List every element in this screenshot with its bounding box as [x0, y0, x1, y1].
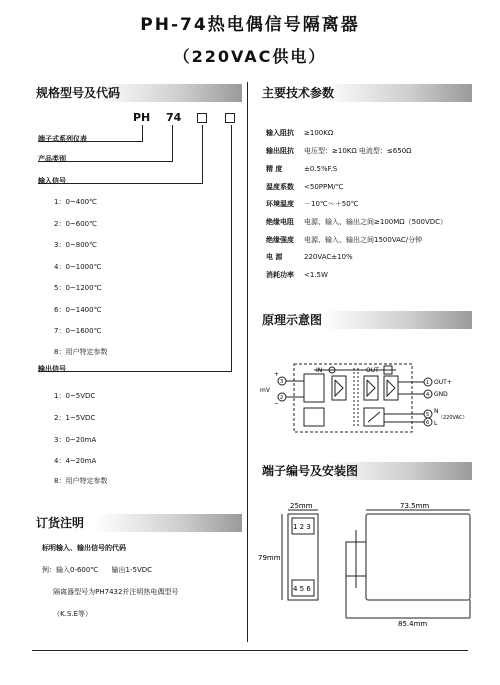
section-order: 订货注明 — [32, 514, 242, 532]
section-model: 规格型号及代码 — [32, 84, 242, 102]
output-option: 3：0~20mA — [54, 436, 97, 444]
input-option: 3：0~800℃ — [54, 241, 97, 249]
spec-row: 输入阻抗 ≥100KΩ — [266, 129, 334, 137]
model-code: 74 — [166, 111, 182, 124]
page-title: PH-74热电偶信号隔离器 — [140, 15, 360, 35]
diagram-out-plus: OUT+ — [434, 379, 452, 386]
output-option: 8：用户特定参数 — [54, 477, 108, 485]
bracket-prefix — [142, 125, 143, 141]
section-specs: 主要技术参数 — [258, 84, 472, 102]
output-option: 1：0~5VDC — [54, 392, 96, 400]
terminal-bottom-numbers: 4 5 6 — [293, 585, 311, 593]
diagram-t6: 6 — [426, 420, 430, 426]
input-option: 4：0~1000℃ — [54, 263, 102, 271]
input-option: 5：0~1200℃ — [54, 284, 102, 292]
input-option: 6：0~1400℃ — [54, 306, 102, 314]
output-option: 2：1~5VDC — [54, 414, 96, 422]
terminal-top-numbers: 1 2 3 — [293, 523, 311, 531]
label-category: 产品类别 — [38, 155, 66, 163]
spec-row: 环境温度 －10℃～＋50℃ — [266, 200, 359, 208]
order-line: 隔离器型号为PH7432并注明热电偶型号 — [42, 588, 179, 596]
dim-79mm: 79mm — [258, 554, 281, 562]
diagram-t3: 3 — [280, 379, 284, 385]
diagram-vac: （220VAC） — [438, 415, 468, 421]
spec-row: 温度系数 <50PPM/℃ — [266, 183, 344, 191]
bracket-input — [202, 125, 203, 183]
order-line: （K.S.E等） — [42, 610, 93, 618]
input-option: 2：0~600℃ — [54, 220, 97, 228]
diagram-out: OUT — [366, 367, 379, 374]
spec-row: 精 度 ±0.5%F.S — [266, 165, 338, 173]
model-input-box — [197, 113, 207, 123]
diagram-l: L — [434, 420, 438, 427]
spec-row: 绝缘强度 电源、输入、输出之间1500VAC/分钟 — [266, 236, 423, 244]
bracket-output-h — [38, 371, 232, 372]
section-principle: 原理示意图 — [258, 311, 472, 329]
principle-diagram — [258, 360, 478, 435]
page-subtitle: （220VAC供电） — [173, 47, 327, 66]
footer-rule — [32, 650, 468, 651]
diagram-t2: 2 — [280, 395, 284, 401]
spec-row: 消耗功率 <1.5W — [266, 271, 328, 279]
bracket-output — [231, 125, 232, 371]
column-divider — [247, 82, 248, 642]
label-output: 输出信号 — [38, 365, 66, 373]
diagram-t1: 1 — [426, 380, 430, 386]
diagram-t4: 4 — [426, 392, 430, 398]
diagram-n: N — [434, 408, 439, 415]
label-input: 输入信号 — [38, 177, 66, 185]
diagram-in: IN — [316, 367, 323, 374]
dim-25mm: 25mm — [290, 502, 313, 510]
section-terminal: 端子编号及安装图 — [258, 462, 472, 480]
diagram-plus: + — [274, 371, 280, 378]
diagram-gnd: GND — [434, 391, 448, 398]
installation-drawing — [258, 500, 478, 630]
order-line: 标明输入、输出信号的代码 — [42, 544, 126, 552]
spec-row: 输出阻抗 电压型：≥10KΩ 电流型：≤650Ω — [266, 147, 412, 155]
dim-73mm: 73.5mm — [400, 502, 430, 510]
diagram-mv: mV — [260, 387, 270, 394]
label-terminal: 端子式系列仪表 — [38, 135, 87, 143]
dim-85mm: 85.4mm — [398, 620, 428, 628]
diagram-minus: − — [274, 400, 280, 407]
model-output-box — [225, 113, 235, 123]
output-option: 4：4~20mA — [54, 457, 97, 465]
bracket-code — [172, 125, 173, 161]
spec-row: 绝缘电阻 电源、输入、输出之间≥100MΩ（500VDC） — [266, 218, 448, 226]
input-option: 7：0~1600℃ — [54, 327, 102, 335]
model-prefix: PH — [133, 111, 151, 124]
input-option: 1：0~400℃ — [54, 198, 97, 206]
spec-row: 电 源 220VAC±10% — [266, 253, 353, 261]
diagram-t5: 5 — [426, 412, 430, 418]
order-line: 例：输入0-600℃ 输出1-5VDC — [42, 566, 153, 574]
input-option: 8：用户特定参数 — [54, 348, 108, 356]
